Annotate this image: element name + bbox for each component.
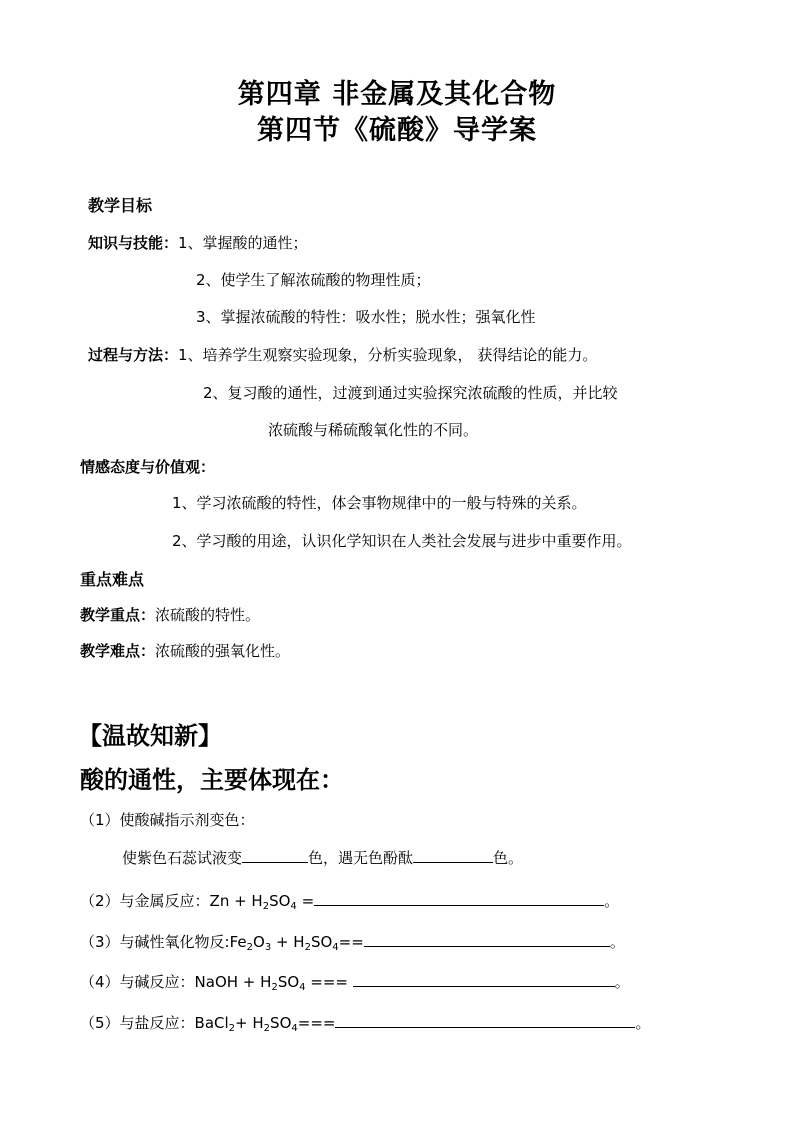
review-item-1-part-a: 使紫色石蕊试液变 [122,849,243,867]
key-points-heading: 重点难点 [80,570,145,589]
emotion-item-1: 1、学习浓硫酸的特性，体会事物规律中的一般与特殊的关系。 [172,494,587,512]
process-item-3: 浓硫酸与稀硫酸氧化性的不同。 [268,421,479,439]
review-item-3-label: （3）与碱性氧化物反:Fe [80,933,247,951]
period: 。 [609,933,625,951]
review-item-4: （4）与碱反应：NaOH + $H_2SO_4$ === 。 [80,970,630,992]
title-line-2: 第四节《硫酸》导学案 [257,115,537,146]
emotion-label: 情感态度与价值观： [80,458,216,476]
process-item-2: 2、复习酸的通性，过渡到通过实验探究浓硫酸的性质，并比较 [203,384,618,402]
difficulty-text: 浓硫酸的强氧化性。 [155,642,291,660]
review-item-1-text [122,846,523,868]
review-item-4-label: （4）与碱反应：NaOH + H [80,973,272,991]
review-item-1-part-b: 色，遇无色酚酞 [308,849,414,867]
review-item-3: （3）与碱性氧化物反$:Fe_2O_3 + H_2SO_4==$ 。 [80,930,625,952]
knowledge-item-2: 2、使学生了解浓硫酸的物理性质； [196,271,431,289]
period: 。 [614,973,630,991]
knowledge-line-1 [88,232,308,253]
objectives-heading: 教学目标 [88,196,153,215]
blank-phenolphthalein-color[interactable] [413,846,493,863]
review-item-2-label: （2）与金属反应：Zn + H [80,892,263,910]
blank-zn-reaction[interactable] [314,889,604,906]
focus-line [80,604,260,625]
focus-label: 教学重点： [80,606,156,624]
knowledge-item-1: 1、掌握酸的通性； [178,234,308,252]
emotion-item-2: 2、学习酸的用途，认识化学知识在人类社会发展与进步中重要作用。 [172,532,632,550]
review-subheading: 酸的通性，主要体现在： [80,765,344,794]
process-item-1: 1、培养学生观察实验现象，分析实验现象， 获得结论的能力。 [178,346,598,364]
review-item-5: （5）与盐反应：BaCl$_2$+ $H_2SO_4===$ 。 [80,1011,650,1033]
review-item-5-label: （5）与盐反应：BaCl [80,1014,229,1032]
process-label: 过程与方法： [88,346,179,364]
difficulty-line [80,640,290,661]
knowledge-item-3: 3、掌握浓硫酸的特性：吸水性；脱水性；强氧化性 [196,308,536,326]
title-line-1: 第四章 非金属及其化合物 [237,79,557,110]
process-line-1 [88,344,597,365]
period: 。 [635,1014,651,1032]
review-item-2: （2）与金属反应：$Zn + H_2SO_4$ = 。 [80,889,619,911]
review-item-1-part-c: 色。 [493,849,524,867]
focus-text: 浓硫酸的特性。 [155,606,261,624]
knowledge-label: 知识与技能： [88,234,179,252]
blank-bacl2-reaction[interactable] [335,1011,635,1028]
blank-litmus-color[interactable] [242,846,308,863]
blank-fe2o3-reaction[interactable] [364,930,610,947]
period: 。 [604,892,620,910]
review-heading: 【温故知新】 [78,721,222,750]
review-item-1-label: （1）使酸碱指示剂变色： [80,811,255,829]
blank-naoh-reaction[interactable] [353,970,615,987]
difficulty-label: 教学难点： [80,642,156,660]
